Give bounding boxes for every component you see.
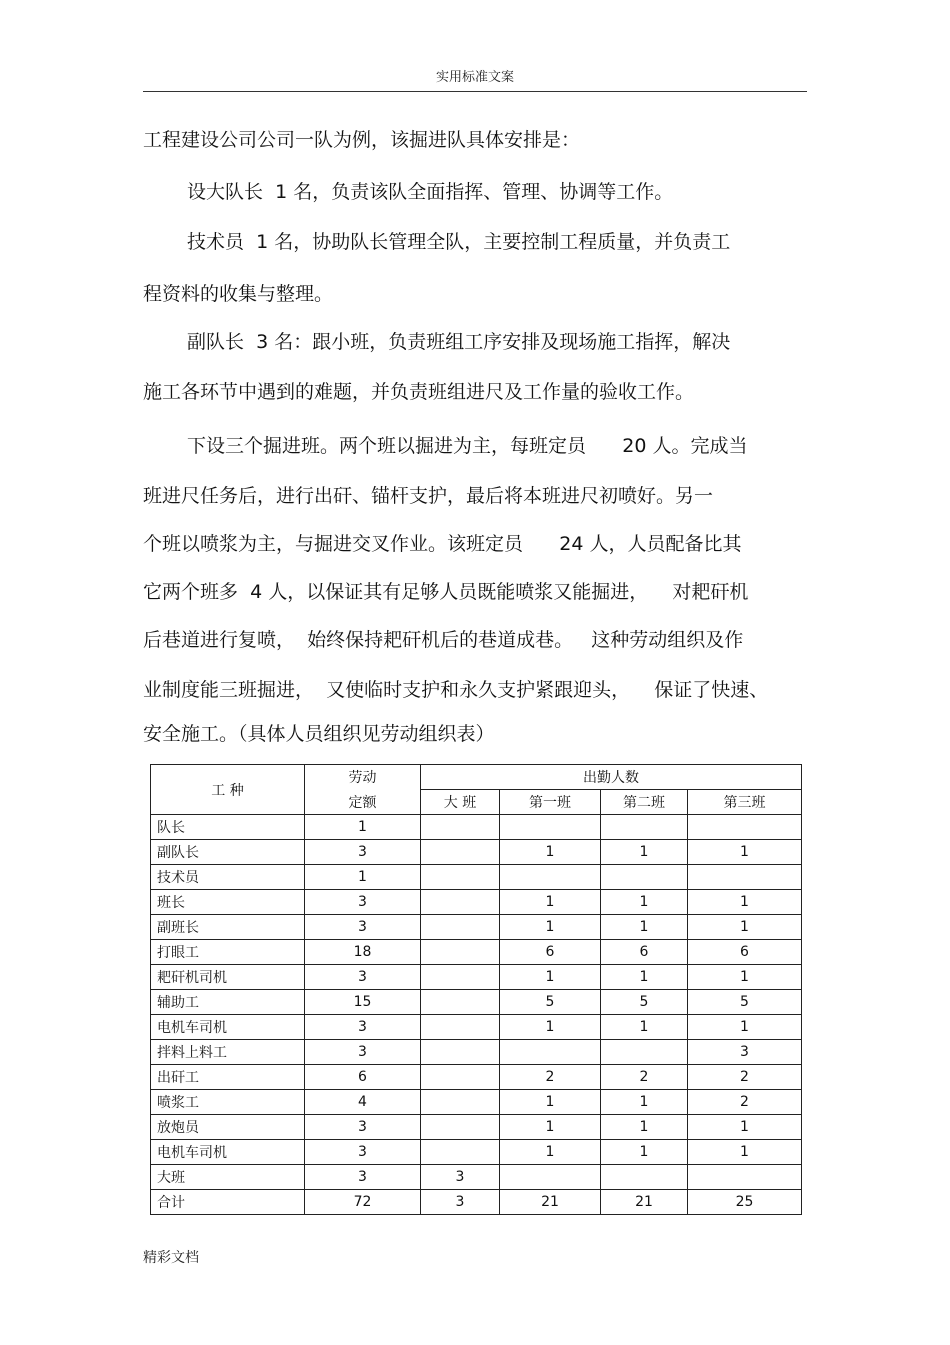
value-cell: 1	[601, 1140, 688, 1165]
value-cell: 2	[500, 1065, 601, 1090]
value-cell	[601, 1040, 688, 1065]
paragraph-line: 设大队长 1 名，负责该队全面指挥、管理、协调等工作。	[187, 181, 674, 203]
value-cell	[421, 1040, 500, 1065]
value-cell	[421, 1065, 500, 1090]
table-row	[151, 990, 802, 1015]
table-row	[151, 940, 802, 965]
value-cell: 15	[305, 990, 421, 1015]
value-cell: 6	[500, 940, 601, 965]
work-type-cell: 耙矸机司机	[151, 965, 305, 990]
value-cell: 3	[305, 915, 421, 940]
value-cell	[421, 1015, 500, 1040]
table-row	[151, 1165, 802, 1190]
value-cell	[688, 815, 802, 840]
value-cell	[500, 1165, 601, 1190]
work-type-cell: 出矸工	[151, 1065, 305, 1090]
value-cell: 3	[305, 965, 421, 990]
value-cell: 1	[601, 1090, 688, 1115]
value-cell	[601, 865, 688, 890]
value-cell: 3	[305, 840, 421, 865]
header-shift-2: 第二班	[601, 790, 688, 815]
value-cell	[500, 815, 601, 840]
value-cell: 1	[500, 1015, 601, 1040]
paragraph-line: 后巷道进行复喷， 始终保持耙矸机后的巷道成巷。 这种劳动组织及作	[143, 629, 744, 651]
value-cell: 4	[305, 1090, 421, 1115]
table-row	[151, 815, 802, 840]
paragraph-line: 安全施工。（具体人员组织见劳动组织表）	[143, 723, 495, 745]
value-cell: 1	[500, 1140, 601, 1165]
header-divider	[143, 91, 807, 92]
value-cell: 1	[601, 890, 688, 915]
value-cell: 1	[688, 1115, 802, 1140]
work-type-cell: 电机车司机	[151, 1015, 305, 1040]
work-type-cell: 拌料上料工	[151, 1040, 305, 1065]
paragraph-line: 工程建设公司公司一队为例，该掘进队具体安排是：	[143, 129, 581, 151]
header-work-type: 工 种	[151, 765, 305, 815]
value-cell: 3	[305, 1165, 421, 1190]
paragraph-line: 技术员 1 名，协助队长管理全队，主要控制工程质量，并负责工	[187, 231, 731, 253]
value-cell: 2	[601, 1065, 688, 1090]
value-cell	[421, 815, 500, 840]
value-cell: 1	[500, 840, 601, 865]
value-cell: 21	[601, 1190, 688, 1215]
value-cell	[421, 915, 500, 940]
value-cell: 1	[500, 965, 601, 990]
value-cell: 5	[601, 990, 688, 1015]
value-cell	[421, 840, 500, 865]
header-quota-line1: 劳动	[305, 765, 421, 790]
value-cell	[421, 940, 500, 965]
table-body	[151, 815, 802, 1215]
value-cell: 3	[305, 1140, 421, 1165]
value-cell	[601, 1165, 688, 1190]
value-cell: 1	[601, 840, 688, 865]
value-cell: 6	[688, 940, 802, 965]
paragraph-line: 业制度能三班掘进， 又使临时支护和永久支护紧跟迎头， 保证了快速、	[143, 679, 769, 701]
value-cell	[421, 965, 500, 990]
value-cell: 3	[305, 1015, 421, 1040]
value-cell	[688, 865, 802, 890]
paragraph-line: 个班以喷浆为主，与掘进交叉作业。该班定员 24 人，人员配备比其	[143, 533, 742, 555]
header-shift-main: 大 班	[421, 790, 500, 815]
value-cell	[421, 1115, 500, 1140]
value-cell: 1	[688, 915, 802, 940]
value-cell: 1	[601, 965, 688, 990]
work-type-cell: 电机车司机	[151, 1140, 305, 1165]
value-cell: 5	[500, 990, 601, 1015]
header-shift-1: 第一班	[500, 790, 601, 815]
value-cell: 1	[601, 1015, 688, 1040]
value-cell: 1	[500, 1115, 601, 1140]
work-type-cell: 喷浆工	[151, 1090, 305, 1115]
value-cell: 1	[500, 890, 601, 915]
value-cell	[500, 1040, 601, 1065]
value-cell: 18	[305, 940, 421, 965]
value-cell: 5	[688, 990, 802, 1015]
value-cell	[500, 865, 601, 890]
page-header: 实用标准文案	[435, 70, 514, 85]
value-cell: 3	[688, 1040, 802, 1065]
value-cell	[601, 815, 688, 840]
table-row	[151, 1040, 802, 1065]
work-type-cell: 班长	[151, 890, 305, 915]
work-type-cell: 队长	[151, 815, 305, 840]
value-cell	[421, 1140, 500, 1165]
value-cell: 1	[688, 890, 802, 915]
header-attendance: 出勤人数	[421, 765, 802, 790]
paragraph-line: 它两个班多 4 人，以保证其有足够人员既能喷浆又能掘进， 对耙矸机	[143, 581, 749, 603]
table-row	[151, 1065, 802, 1090]
work-type-cell: 大班	[151, 1165, 305, 1190]
value-cell: 6	[601, 940, 688, 965]
table-row	[151, 915, 802, 940]
value-cell: 3	[421, 1190, 500, 1215]
table-row	[151, 1090, 802, 1115]
paragraph-line: 下设三个掘进班。两个班以掘进为主，每班定员 20 人。完成当	[187, 435, 748, 457]
paragraph-line: 班进尺任务后，进行出矸、锚杆支护，最后将本班进尺初喷好。另一	[143, 485, 714, 507]
work-type-cell: 打眼工	[151, 940, 305, 965]
table-row	[151, 865, 802, 890]
work-type-cell: 技术员	[151, 865, 305, 890]
work-type-cell: 副班长	[151, 915, 305, 940]
table-row	[151, 890, 802, 915]
labor-organization-table	[150, 764, 802, 1215]
table-row	[151, 1115, 802, 1140]
table-row	[151, 1190, 802, 1215]
paragraph-line: 施工各环节中遇到的难题，并负责班组进尺及工作量的验收工作。	[143, 381, 695, 403]
work-type-cell: 副队长	[151, 840, 305, 865]
paragraph-line: 程资料的收集与整理。	[143, 283, 334, 305]
value-cell	[688, 1165, 802, 1190]
work-type-cell: 放炮员	[151, 1115, 305, 1140]
header-quota-line2: 定额	[305, 790, 421, 815]
value-cell	[421, 890, 500, 915]
header-shift-3: 第三班	[688, 790, 802, 815]
table-row	[151, 840, 802, 865]
work-type-cell: 辅助工	[151, 990, 305, 1015]
value-cell: 1	[688, 840, 802, 865]
value-cell: 1	[688, 1140, 802, 1165]
table-row	[151, 1140, 802, 1165]
value-cell: 3	[305, 1040, 421, 1065]
value-cell	[421, 990, 500, 1015]
value-cell: 72	[305, 1190, 421, 1215]
work-type-cell: 合计	[151, 1190, 305, 1215]
value-cell: 6	[305, 1065, 421, 1090]
value-cell: 1	[688, 1015, 802, 1040]
value-cell: 1	[601, 915, 688, 940]
value-cell: 3	[305, 890, 421, 915]
table-row	[151, 965, 802, 990]
value-cell: 3	[305, 1115, 421, 1140]
value-cell: 3	[421, 1165, 500, 1190]
value-cell: 2	[688, 1090, 802, 1115]
value-cell	[421, 1090, 500, 1115]
value-cell: 1	[688, 965, 802, 990]
value-cell: 25	[688, 1190, 802, 1215]
value-cell: 1	[500, 915, 601, 940]
table-row	[151, 1015, 802, 1040]
page-footer: 精彩文档	[143, 1250, 199, 1266]
value-cell	[421, 865, 500, 890]
paragraph-line: 副队长 3 名：跟小班，负责班组工序安排及现场施工指挥，解决	[187, 331, 731, 353]
value-cell: 1	[305, 815, 421, 840]
value-cell: 1	[500, 1090, 601, 1115]
value-cell: 2	[688, 1065, 802, 1090]
value-cell: 1	[305, 865, 421, 890]
value-cell: 21	[500, 1190, 601, 1215]
value-cell: 1	[601, 1115, 688, 1140]
